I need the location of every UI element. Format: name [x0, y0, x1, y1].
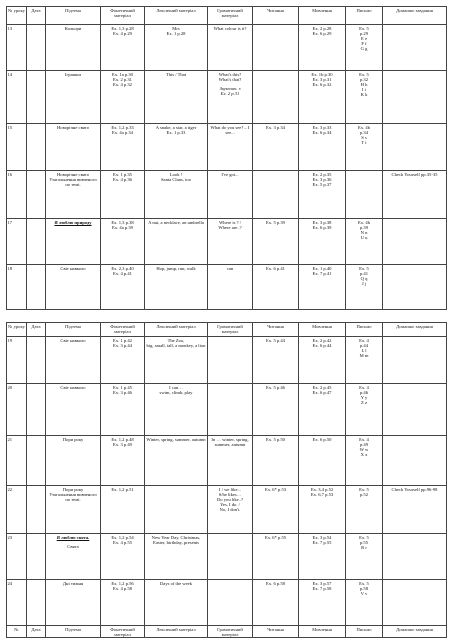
- date-cell: [27, 580, 46, 626]
- reading: [253, 71, 299, 124]
- phonetic: Ex. 1 p.42 Ex. 3 p.44: [101, 337, 145, 384]
- lesson-number: 17: [7, 219, 27, 265]
- subtopic: [46, 534, 101, 580]
- lexical: Look ! Santa Claus, too: [145, 171, 208, 219]
- lexical: Days of the week: [145, 580, 208, 626]
- date-cell: [27, 436, 46, 486]
- grammar: Where is ? / Where are..?: [208, 219, 253, 265]
- speaking: Ex. 3 p.57 Ex. 7 p.58: [299, 580, 346, 626]
- lesson-number: 20: [7, 384, 27, 436]
- date-cell: [27, 534, 46, 580]
- grammar: What do you see? – I see...: [208, 124, 253, 171]
- lexical: This / That: [145, 71, 208, 124]
- header-lexical: Лексичний матеріал: [145, 323, 208, 337]
- phonetic: Ex. 1a p.30 Ex. 2 p.31 Ex. 4 p.32: [101, 71, 145, 124]
- date-cell: [27, 71, 46, 124]
- homework: [383, 265, 447, 310]
- writing: Ex. 4b p.34 S s T t: [346, 124, 383, 171]
- table-row: [7, 25, 447, 71]
- writing: Ex. 5 p.58 V v: [346, 580, 383, 626]
- speaking: Ex. 2 p.35 Ex. 3 p.36 Ex. 5 p.37: [299, 171, 346, 219]
- footer-speaking: Мовлення: [299, 626, 346, 638]
- date-cell: [27, 337, 46, 384]
- grammar-text: What's this? What's that?: [218, 71, 242, 82]
- table-row: [7, 436, 447, 486]
- subtopic-title: Я люблю свята.: [56, 534, 90, 540]
- lexical: A nut, a necklace, an umbrella: [145, 219, 208, 265]
- phonetic: Ex. 1 p.45 Ex. 3 p.46: [101, 384, 145, 436]
- table-row: [7, 124, 447, 171]
- writing: Ex. 5 p.52: [346, 486, 383, 534]
- footer-grammar: Граматичний матеріал: [208, 626, 253, 638]
- table-row: [7, 384, 447, 436]
- speaking: Ex. 2 p.42 Ex. 6 p.44: [299, 337, 346, 384]
- header-subtopic: Підтема: [46, 7, 101, 25]
- grammar: I've got...: [208, 171, 253, 219]
- date-cell: [27, 384, 46, 436]
- table-row: [7, 486, 447, 534]
- lesson-number: 15: [7, 124, 27, 171]
- writing: Ex. 4 p.49 W w X x: [346, 436, 383, 486]
- reading: Ex. 6 p.41: [253, 265, 299, 310]
- lesson-number: 21: [7, 436, 27, 486]
- reading: Ex. 5 p.46: [253, 384, 299, 436]
- speaking: Ex. 3 p.38 Ex. 6 p.39: [299, 219, 346, 265]
- homework: [383, 124, 447, 171]
- header-writing: Письмо: [346, 7, 383, 25]
- header-homework: Домашнє завдання: [383, 7, 447, 25]
- table-row: [7, 219, 447, 265]
- writing: Ex. 5 p.41 Q q J j: [346, 265, 383, 310]
- writing: Ex. 5 p.29 E e F f G g: [346, 25, 383, 71]
- lesson-number: 24: [7, 580, 27, 626]
- speaking: Ex. 3,4 p.52 Ex. 6,7 p.53: [299, 486, 346, 534]
- reading: [253, 171, 299, 219]
- speaking: Ex. 3 p.33 Ex. 6 p.34: [299, 124, 346, 171]
- footer-date: Дата: [27, 626, 46, 638]
- lesson-number: 18: [7, 265, 27, 310]
- grammar: [208, 71, 253, 124]
- subtopic: Світ навколо: [46, 384, 101, 436]
- header-speaking: Мовлення: [299, 7, 346, 25]
- homework: [383, 25, 447, 71]
- speaking: Ex. 2 p.28 Ex. 6 p.29: [299, 25, 346, 71]
- date-cell: [27, 124, 46, 171]
- date-cell: [27, 25, 46, 71]
- subtopic-subtitle: Свята: [67, 543, 79, 549]
- lesson-number: 22: [7, 486, 27, 534]
- footer-writing: Письмо: [346, 626, 383, 638]
- subtopic: Новорічне свято Узагальнення вивченого по темі.: [46, 171, 101, 219]
- grammar: I / we like... S/he likes… Do you like..? Yes, I do. / No, I don't.: [208, 486, 253, 534]
- lexical: Hop, jump, run, walk: [145, 265, 208, 310]
- grammar: [208, 580, 253, 626]
- lesson-plan-table-2: [6, 322, 447, 638]
- speaking: Ex. 2 p.45 Ex. 6 p.47: [299, 384, 346, 436]
- homework: [383, 219, 447, 265]
- header-phonetic: Фонетичний матеріал: [101, 7, 145, 25]
- subtopic: Світ навколо: [46, 337, 101, 384]
- grammar: [208, 384, 253, 436]
- footer-reading: Читання: [253, 626, 299, 638]
- homework: [383, 580, 447, 626]
- date-cell: [27, 486, 46, 534]
- date-cell: [27, 265, 46, 310]
- header-phonetic: Фонетичний матеріал: [101, 323, 145, 337]
- header-lexical: Лексичний матеріал: [145, 7, 208, 25]
- lesson-number: 14: [7, 71, 27, 124]
- speaking: Ex. 6 p.50: [299, 436, 346, 486]
- grammar: What colour is it?: [208, 25, 253, 71]
- header-lesson-number: № уроку: [7, 7, 27, 25]
- reading: Ex. 5 p.39: [253, 219, 299, 265]
- lexical: New Year Day, Christmas, Easter, birthday, presents: [145, 534, 208, 580]
- lesson-number: 16: [7, 171, 27, 219]
- header-homework: Домашнє завдання: [383, 323, 447, 337]
- header-date: Дата: [27, 323, 46, 337]
- speaking: Ex. 1 p.40 Ex. 7 p.41: [299, 265, 346, 310]
- lesson-plan-table-1: [6, 6, 447, 310]
- lexical: I can… swim, climb, play: [145, 384, 208, 436]
- writing: Ex. 4b p.39 N n U u: [346, 219, 383, 265]
- header-speaking: Мовлення: [299, 323, 346, 337]
- grammar: In … winter, spring, summer, autumn: [208, 436, 253, 486]
- grammar-extra: Звукозап. з Ex. 2 p.31: [219, 85, 241, 97]
- subtopic: Світ навколо: [46, 265, 101, 310]
- subtopic: Новорічне свято: [46, 124, 101, 171]
- homework: [383, 534, 447, 580]
- footer-lexical: Лексичний матеріал: [145, 626, 208, 638]
- header-writing: Письмо: [346, 323, 383, 337]
- speaking: Ex. 3 p.54 Ex. 7 p.55: [299, 534, 346, 580]
- footer-subtopic: Підтема: [46, 626, 101, 638]
- homework: Check Yourself pp.35-35: [383, 171, 447, 219]
- reading: Ex. 6 p.58: [253, 580, 299, 626]
- date-cell: [27, 219, 46, 265]
- reading: Ex. 3 p.34: [253, 124, 299, 171]
- subtopic: Пори року: [46, 436, 101, 486]
- reading: Ex. 5 p.44: [253, 337, 299, 384]
- lexical: A snake, a star, a tiger Ex. 1 p.33: [145, 124, 208, 171]
- header-grammar: Граматичний матеріал: [208, 323, 253, 337]
- table-row: [7, 580, 447, 626]
- table-row: [7, 337, 447, 384]
- footer-homework: Домашнє завдання: [383, 626, 447, 638]
- lexical: The Zoo, big, small, tall, a monkey, a lion: [145, 337, 208, 384]
- homework: [383, 436, 447, 486]
- lexical: Mrs Ex. 1 p.28: [145, 25, 208, 71]
- speaking: Ex. 1b p.30 Ex. 3 p.31 Ex. 6 p.32: [299, 71, 346, 124]
- lexical: [145, 486, 208, 534]
- grammar: [208, 337, 253, 384]
- phonetic: Ex. 1,2 p.56 Ex. 4 p.58: [101, 580, 145, 626]
- footer-phonetic: Фонетичний матеріал: [101, 626, 145, 638]
- subtopic: Я люблю природу: [46, 219, 101, 265]
- subtopic: Кольори: [46, 25, 101, 71]
- writing: Ex. 5 p.32 H h I i K k: [346, 71, 383, 124]
- table-row: [7, 171, 447, 219]
- subtopic: Пори року Узагальнення вивченого по темі.: [46, 486, 101, 534]
- subtopic: Дні тижня: [46, 580, 101, 626]
- lesson-number: 19: [7, 337, 27, 384]
- grammar: can: [208, 265, 253, 310]
- lexical: Winter, spring, summer, autumn: [145, 436, 208, 486]
- header-row: [7, 7, 447, 25]
- writing: Ex. 4 p.46 Y y Z z: [346, 384, 383, 436]
- reading: Ex. 6* p.53: [253, 486, 299, 534]
- reading: Ex. 6* p.55: [253, 534, 299, 580]
- homework: [383, 337, 447, 384]
- header-reading: Читання: [253, 7, 299, 25]
- subtopic: Іграшки: [46, 71, 101, 124]
- lesson-number: 23: [7, 534, 27, 580]
- phonetic: Ex. 1 p.35 Ex. 4 p.36: [101, 171, 145, 219]
- date-cell: [27, 171, 46, 219]
- homework: [383, 384, 447, 436]
- writing: Ex. 5 p.55 R r: [346, 534, 383, 580]
- homework: [383, 71, 447, 124]
- grammar: [208, 534, 253, 580]
- reading: [253, 25, 299, 71]
- phonetic: Ex. 1,3 p.28 Ex. 4 p.29: [101, 25, 145, 71]
- header-subtopic: Підтема: [46, 323, 101, 337]
- table-row: [7, 71, 447, 124]
- header-date: Дата: [27, 7, 46, 25]
- footer-header-row: [7, 626, 447, 638]
- writing: Ex. 4 p.44 L l M m: [346, 337, 383, 384]
- phonetic: Ex. 1,2 p.51: [101, 486, 145, 534]
- table-row: [7, 265, 447, 310]
- header-grammar: Граматичний матеріал: [208, 7, 253, 25]
- homework: Check Yourself pp.96-98: [383, 486, 447, 534]
- phonetic: Ex. 1,2 p.48 Ex. 3 p.49: [101, 436, 145, 486]
- phonetic: Ex. 1,2 p.54 Ex. 4 p.55: [101, 534, 145, 580]
- footer-lesson-number: №: [7, 626, 27, 638]
- phonetic: Ex. 1,3 p.38 Ex. 4a p.39: [101, 219, 145, 265]
- reading: Ex. 5 p.50: [253, 436, 299, 486]
- lesson-number: 13: [7, 25, 27, 71]
- header-row: [7, 323, 447, 337]
- phonetic: Ex. 2,3 p.40 Ex. 4 p.41: [101, 265, 145, 310]
- header-lesson-number: № уроку: [7, 323, 27, 337]
- table-row: [7, 534, 447, 580]
- phonetic: Ex. 1,2 p.33 Ex. 4a p.34: [101, 124, 145, 171]
- header-reading: Читання: [253, 323, 299, 337]
- writing: [346, 171, 383, 219]
